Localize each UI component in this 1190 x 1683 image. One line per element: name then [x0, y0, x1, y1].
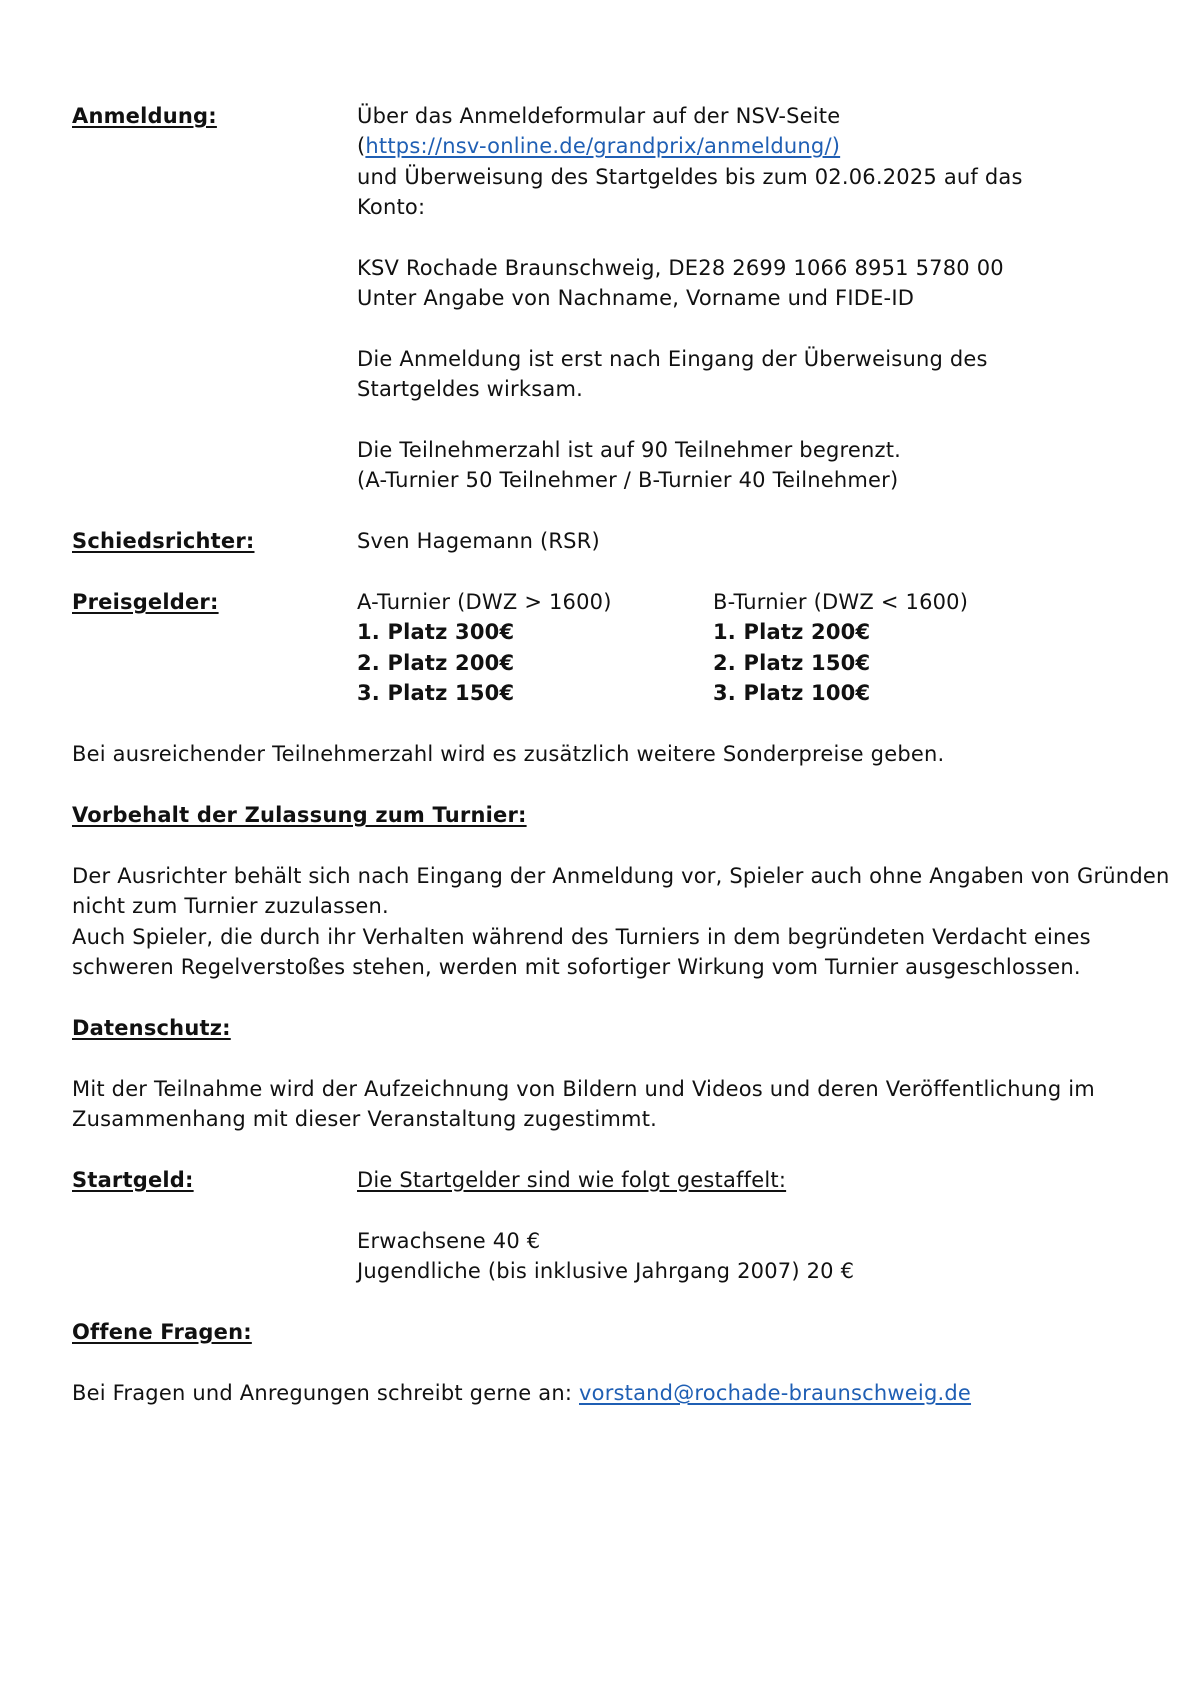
datenschutz-heading: Datenschutz: — [72, 1016, 231, 1040]
limit-line-1: Die Teilnehmerzahl ist auf 90 Teilnehmer begrenzt. — [357, 438, 902, 462]
startgeld-adults: Erwachsene 40 € — [357, 1229, 541, 1253]
validity-line-1: Die Anmeldung ist erst nach Eingang der Überweisung des — [357, 347, 988, 371]
preisgelder-label: Preisgelder: — [72, 590, 219, 614]
startgeld-youth: Jugendliche (bis inklusive Jahrgang 2007) 20 € — [357, 1259, 855, 1283]
b-prize-1: 1. Platz 200€ — [713, 620, 871, 644]
fragen-line — [72, 1378, 971, 1408]
vorbehalt-heading: Vorbehalt der Zulassung zum Turnier: — [72, 803, 527, 827]
a-prize-2: 2. Platz 200€ — [357, 651, 515, 675]
vorbehalt-line-4: schweren Regelverstoßes stehen, werden mit sofortiger Wirkung vom Turnier ausgeschlossen. — [72, 955, 1081, 979]
datenschutz-line-2: Zusammenhang mit dieser Veranstaltung zugestimmt. — [72, 1107, 658, 1131]
anmeldung-line-1: Über das Anmeldeformular auf der NSV-Seite — [357, 104, 841, 128]
startgeld-intro: Die Startgelder sind wie folgt gestaffelt: — [357, 1168, 787, 1192]
validity-line-2: Startgeldes wirksam. — [357, 377, 583, 401]
vorbehalt-line-1: Der Ausrichter behält sich nach Eingang der Anmeldung vor, Spieler auch ohne Angaben von Gründen — [72, 864, 1170, 888]
nsv-registration-link[interactable]: https://nsv-online.de/grandprix/anmeldung/) — [365, 134, 841, 158]
limit-line-2: (A-Turnier 50 Teilnehmer / B-Turnier 40 Teilnehmer) — [357, 468, 899, 492]
a-turnier-title: A-Turnier (DWZ > 1600) — [357, 590, 612, 614]
anmeldung-line-3: und Überweisung des Startgeldes bis zum 02.06.2025 auf das — [357, 165, 1023, 189]
b-prize-3: 3. Platz 100€ — [713, 681, 871, 705]
fragen-heading: Offene Fragen: — [72, 1320, 252, 1344]
anmeldung-url-line — [357, 131, 840, 161]
bank-account-note: Unter Angabe von Nachname, Vorname und FIDE-ID — [357, 286, 915, 310]
a-prize-3: 3. Platz 150€ — [357, 681, 515, 705]
startgeld-label: Startgeld: — [72, 1168, 194, 1192]
schiedsrichter-value: Sven Hagemann (RSR) — [357, 529, 600, 553]
b-prize-2: 2. Platz 150€ — [713, 651, 871, 675]
datenschutz-line-1: Mit der Teilnahme wird der Aufzeichnung von Bildern und Videos und deren Veröffentlichung im — [72, 1077, 1095, 1101]
anmeldung-label: Anmeldung: — [72, 104, 217, 128]
anmeldung-line-4: Konto: — [357, 195, 426, 219]
vorbehalt-line-3: Auch Spieler, die durch ihr Verhalten während des Turniers in dem begründeten Verdacht eines — [72, 925, 1091, 949]
vorbehalt-line-2: nicht zum Turnier zuzulassen. — [72, 894, 389, 918]
b-turnier-title: B-Turnier (DWZ < 1600) — [713, 590, 969, 614]
sonderpreise-note: Bei ausreichender Teilnehmerzahl wird es zusätzlich weitere Sonderpreise geben. — [72, 742, 945, 766]
contact-email-link[interactable]: vorstand@rochade-braunschweig.de — [579, 1381, 972, 1405]
paren-open: ( — [357, 134, 366, 158]
bank-account: KSV Rochade Braunschweig, DE28 2699 1066 8951 5780 00 — [357, 256, 1004, 280]
a-prize-1: 1. Platz 300€ — [357, 620, 515, 644]
fragen-text: Bei Fragen und Anregungen schreibt gerne an: — [72, 1381, 580, 1405]
schiedsrichter-label: Schiedsrichter: — [72, 529, 255, 553]
